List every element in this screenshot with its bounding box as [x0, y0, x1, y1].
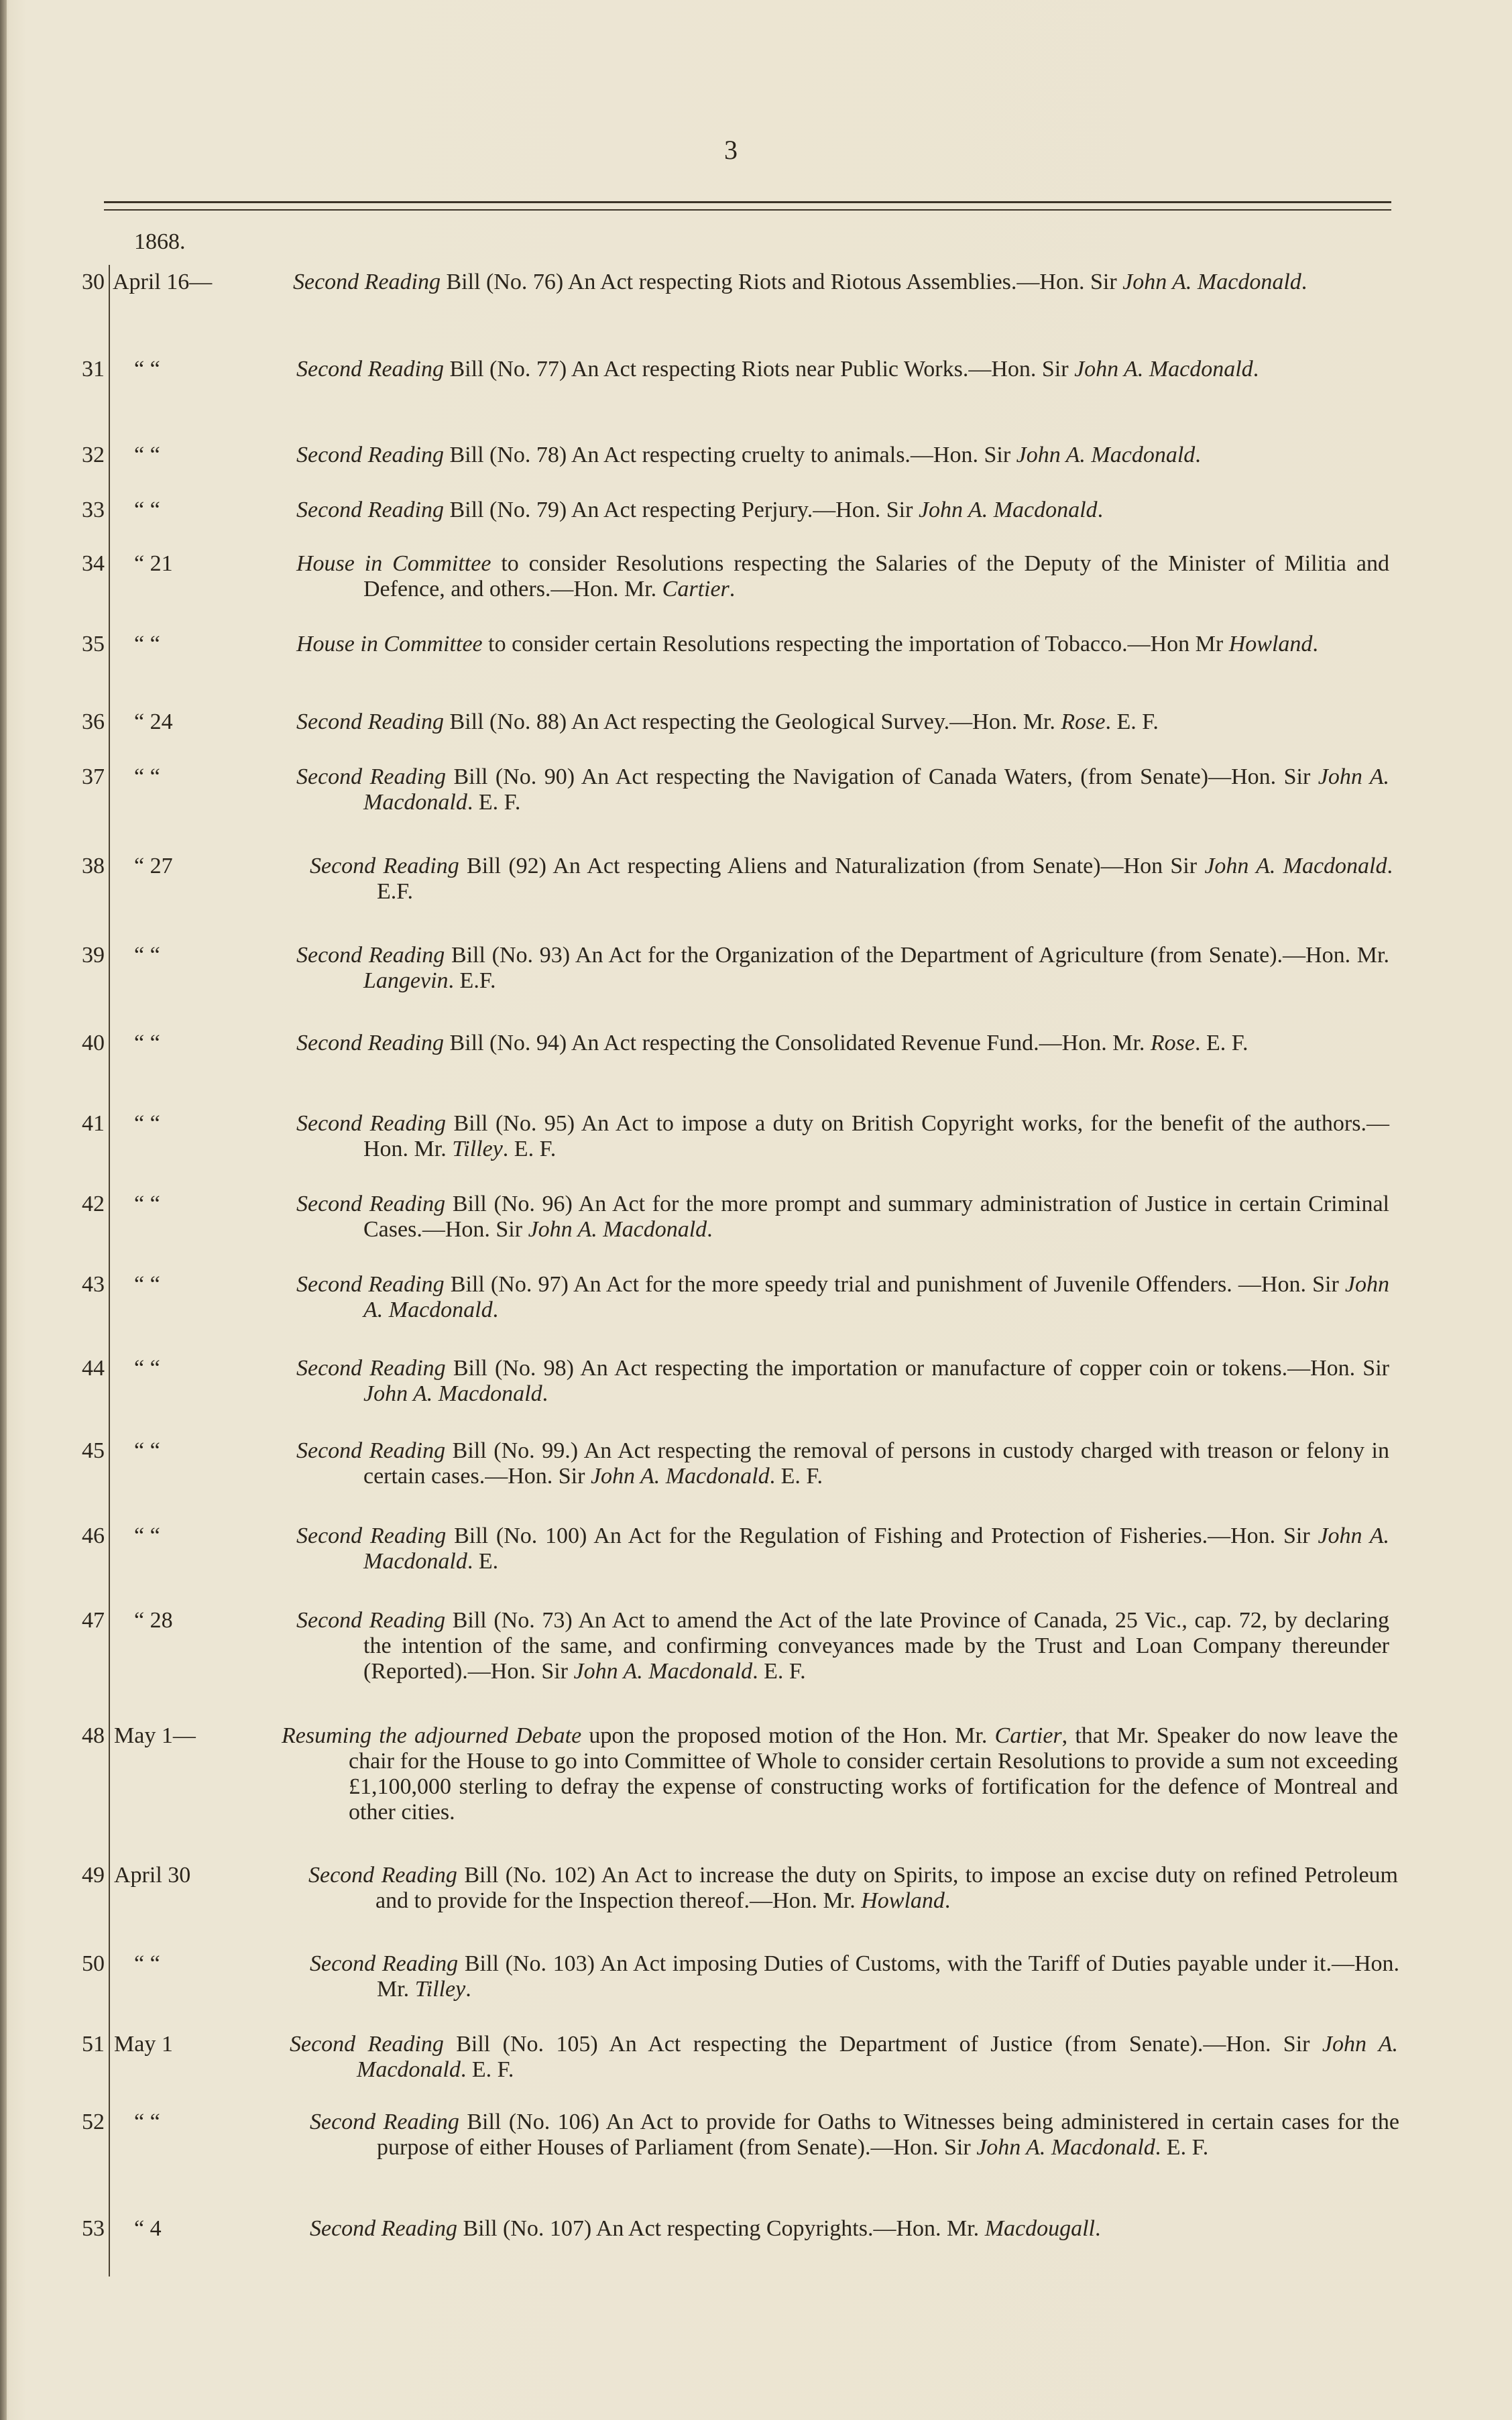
entry-date: “ “: [134, 1031, 160, 1055]
entry-date: “ “: [134, 1438, 160, 1463]
entry-text: Second Reading Bill (No. 107) An Act respecting Copyrights.—Hon. Mr. Macdougall.: [310, 2216, 1101, 2241]
entry-number: 48: [82, 1723, 105, 1748]
entry-text: Second Reading Bill (No. 79) An Act respecting Perjury.—Hon. Sir John A. Macdonald.: [296, 498, 1104, 522]
entry-text: Second Reading Bill (No. 98) An Act respecting the importation or manufacture of copper coin or tokens.—Hon. Sir John A. Macdonald.: [296, 1356, 1389, 1406]
entry-date: “ “: [134, 943, 160, 968]
entry-date: “ “: [134, 1111, 160, 1136]
entry-number: 41: [82, 1111, 105, 1136]
entry-number: 35: [82, 632, 105, 656]
entry-date: “ “: [134, 443, 160, 467]
entry-number: 45: [82, 1438, 105, 1463]
entry-date: “ 28: [134, 1608, 173, 1633]
entry-date: May 1—: [114, 1723, 196, 1748]
entry-text: Second Reading Bill (No. 88) An Act respecting the Geological Survey.—Hon. Mr. Rose. E. F.: [296, 709, 1159, 734]
entry-number: 38: [82, 854, 105, 878]
page-number: 3: [724, 135, 738, 165]
entry-text: Second Reading Bill (92) An Act respecting Aliens and Naturalization (from Senate)—Hon Sir John A. Macdonald. E.F.: [310, 854, 1393, 904]
entry-date: “ “: [134, 1272, 160, 1297]
entry-date: “ “: [134, 1192, 160, 1216]
entry-date: “ “: [134, 1951, 160, 1976]
entry-date: “ “: [134, 1356, 160, 1381]
header-rule-thin: [104, 209, 1391, 211]
entry-number: 50: [82, 1951, 105, 1976]
entry-number: 37: [82, 764, 105, 789]
entry-text: Resuming the adjourned Debate upon the proposed motion of the Hon. Mr. Cartier, that Mr. Speaker do now leave the chair for the House to go into Committee of Whole to consider certain Resolutions to provide a sum not exceeding £1,100,000 sterling to defray the expense of constructing works of fortification for the defence of Montreal and other cities.: [282, 1723, 1398, 1825]
entry-text: Second Reading Bill (No. 96) An Act for the more prompt and summary administration of Justice in certain Criminal Cases.—Hon. Sir John A. Macdonald.: [296, 1192, 1389, 1242]
entry-number: 46: [82, 1523, 105, 1548]
entry-text: Second Reading Bill (No. 106) An Act to provide for Oaths to Witnesses being administered in certain cases for the purpose of either Houses of Parliament (from Senate).—Hon. Sir John A. Macdonald. E. F.: [310, 2110, 1399, 2160]
entry-text: Second Reading Bill (No. 95) An Act to impose a duty on British Copyright works, for the benefit of the authors.—Hon. Mr. Tilley. E. F.: [296, 1111, 1389, 1161]
entry-number: 30: [82, 270, 105, 294]
entry-number: 49: [82, 1863, 105, 1888]
header-rule: [104, 201, 1391, 203]
entry-date: April 30: [114, 1863, 191, 1888]
entry-date: “ “: [134, 764, 160, 789]
entry-text: Second Reading Bill (No. 102) An Act to increase the duty on Spirits, to impose an excise duty on refined Petroleum and to provide for the Inspection thereof.—Hon. Mr. Howland.: [308, 1863, 1398, 1913]
entry-date: “ “: [134, 2110, 160, 2134]
entry-date: April 16—: [113, 270, 213, 294]
entry-number: 33: [82, 498, 105, 522]
entry-date: “ “: [134, 498, 160, 522]
entry-number: 32: [82, 443, 105, 467]
entry-number: 34: [82, 551, 105, 576]
entry-text: Second Reading Bill (No. 97) An Act for the more speedy trial and punishment of Juvenile Offenders. —Hon. Sir John A. Macdonald.: [296, 1272, 1389, 1322]
entry-text: Second Reading Bill (No. 93) An Act for the Organization of the Department of Agriculture (from Senate).—Hon. Mr. Langevin. E.F.: [296, 943, 1389, 993]
entry-text: Second Reading Bill (No. 99.) An Act respecting the removal of persons in custody charged with treason or felony in certain cases.—Hon. Sir John A. Macdonald. E. F.: [296, 1438, 1389, 1489]
entry-text: Second Reading Bill (No. 100) An Act for the Regulation of Fishing and Protection of Fisheries.—Hon. Sir John A. Macdonald. E.: [296, 1523, 1389, 1574]
entry-date: “ “: [134, 1523, 160, 1548]
entry-number: 39: [82, 943, 105, 968]
entry-date: “ 21: [134, 551, 173, 576]
entry-text: Second Reading Bill (No. 73) An Act to amend the Act of the late Province of Canada, 25 Vic., cap. 72, by declaring the intention of the same, and confirming conveyances made by the Trust and Loan Company thereunder (Reported).—Hon. Sir John A. Macdonald. E. F.: [296, 1608, 1389, 1684]
entry-date: “ “: [134, 357, 160, 382]
entry-text: Second Reading Bill (No. 94) An Act respecting the Consolidated Revenue Fund.—Hon. Mr. Rose. E. F.: [296, 1031, 1248, 1055]
entry-text: Second Reading Bill (No. 77) An Act respecting Riots near Public Works.—Hon. Sir John A. Macdonald.: [296, 357, 1259, 382]
entry-text: Second Reading Bill (No. 90) An Act respecting the Navigation of Canada Waters, (from Senate)—Hon. Sir John A. Macdonald. E. F.: [296, 764, 1389, 815]
entry-number: 36: [82, 709, 105, 734]
entry-date: “ “: [134, 632, 160, 656]
binding-edge: [0, 0, 7, 2420]
entry-text: House in Committee to consider Resolutions respecting the Salaries of the Deputy of the Minister of Militia and Defence, and others.—Hon. Mr. Cartier.: [296, 551, 1389, 601]
entry-number: 44: [82, 1356, 105, 1381]
entry-text: Second Reading Bill (No. 78) An Act respecting cruelty to animals.—Hon. Sir John A. Macdonald.: [296, 443, 1201, 467]
entry-number: 51: [82, 2032, 105, 2057]
entry-date: “ 27: [134, 854, 173, 878]
entry-number: 42: [82, 1192, 105, 1216]
margin-rule: [109, 265, 110, 2277]
entry-number: 40: [82, 1031, 105, 1055]
entry-number: 47: [82, 1608, 105, 1633]
entry-number: 52: [82, 2110, 105, 2134]
entry-text: Second Reading Bill (No. 76) An Act respecting Riots and Riotous Assemblies.—Hon. Sir John A. Macdonald.: [293, 270, 1307, 294]
entry-text: Second Reading Bill (No. 103) An Act imposing Duties of Customs, with the Tariff of Duties payable under it.—Hon. Mr. Tilley.: [310, 1951, 1399, 2002]
entry-date: “ 24: [134, 709, 173, 734]
entry-date: “ 4: [134, 2216, 162, 2241]
entry-number: 53: [82, 2216, 105, 2241]
year-heading: 1868.: [134, 229, 186, 254]
entry-date: May 1: [114, 2032, 173, 2057]
entry-text: Second Reading Bill (No. 105) An Act respecting the Department of Justice (from Senate).—Hon. Sir John A. Macdonald. E. F.: [290, 2032, 1398, 2082]
entry-number: 31: [82, 357, 105, 382]
entry-number: 43: [82, 1272, 105, 1297]
entry-text: House in Committee to consider certain Resolutions respecting the importation of Tobacco.—Hon Mr Howland.: [296, 632, 1318, 656]
